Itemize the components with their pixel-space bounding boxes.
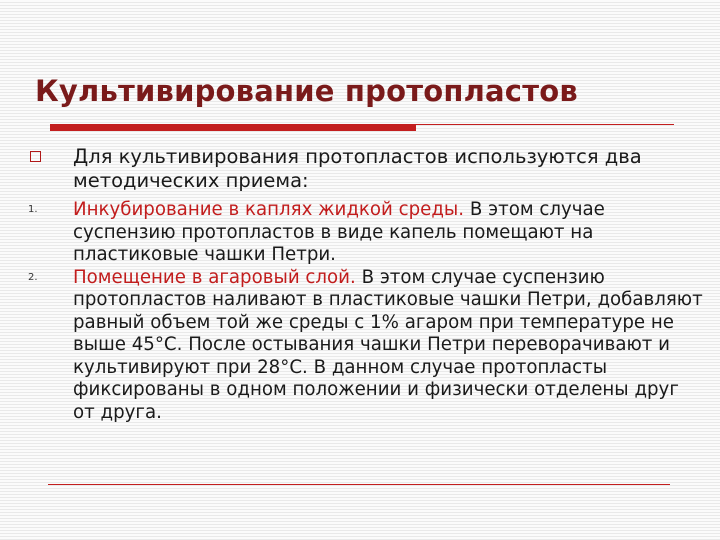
- slide-content: [26, 145, 706, 424]
- title-underline-thin: [416, 124, 674, 125]
- list-number: 2.: [28, 271, 38, 283]
- square-bullet-icon: [30, 151, 41, 162]
- list-item: [26, 267, 706, 425]
- intro-text: Для культивирования протопластов используются два методических приема:: [73, 145, 642, 192]
- list-item-text: В этом случае суспензию протопластов в виде капель помещают на пластиковые чашки Петри.: [73, 199, 605, 265]
- title-underline-thick: [50, 124, 416, 131]
- list-item: [26, 199, 706, 267]
- intro-bullet: [26, 145, 706, 193]
- list-item-text: В этом случае суспензию протопластов наливают в пластиковые чашки Петри, добавляют равный объем той же среды с 1% агаром при температуре не выше 45°С. После остывания чашки Петри переворачивают и культивируют при 28°С. В данном случае протопласты фиксированы в одном положении и физически отделены друг от друга.: [73, 266, 703, 423]
- list-item-heading: Помещение в агаровый слой.: [73, 266, 356, 288]
- bottom-divider: [48, 484, 670, 485]
- list-number: 1.: [28, 204, 38, 215]
- list-item-heading: Инкубирование в каплях жидкой среды.: [73, 199, 465, 220]
- slide-title: Культивирование протопластов: [35, 74, 578, 108]
